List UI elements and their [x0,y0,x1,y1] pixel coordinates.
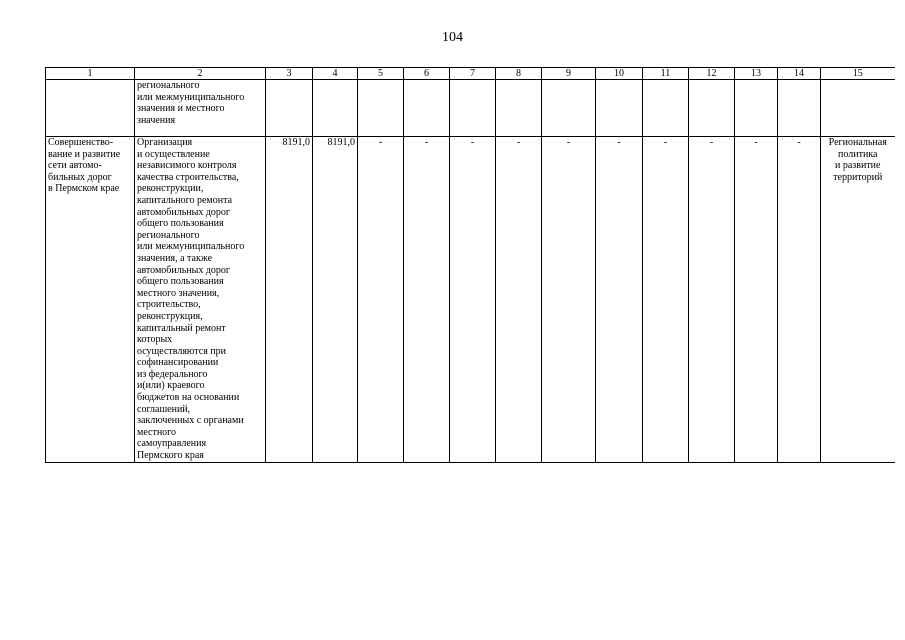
cell-empty [542,80,596,137]
header-cell-2: 2 [135,68,266,80]
cell-empty [596,80,643,137]
page-number: 104 [442,30,463,45]
header-cell-7: 7 [450,68,496,80]
header-row [46,68,895,80]
header-cell-9: 9 [542,68,596,80]
cell-measure-name: Организация и осуществление независимого контроля качества строительства, реконструкции, капитального ремонта автомобильных дорог общего пользования регионального или межмуниципального значения, а также автомобильных дорог общего пользования местного значения, строительство, реконструкция, капитальный ремонт которых осуществляются при софинансировании из федерального и(или) краевого бюджетов на основании соглашений, заключенных с органами местного самоуправления Пермского края [135,137,266,463]
cell-empty [313,80,358,137]
cell-measure-continued: регионального или межмуниципального значения и местного значения [135,80,266,137]
cell-col10-value: - [596,137,643,463]
cell-empty [689,80,735,137]
cell-col8-value: - [496,137,542,463]
cell-empty [450,80,496,137]
cell-col12-value: - [689,137,735,463]
cell-empty [821,80,895,137]
cell-empty [735,80,778,137]
budget-table [45,67,895,463]
cell-empty [404,80,450,137]
cell-empty [496,80,542,137]
header-cell-4: 4 [313,68,358,80]
cell-empty [358,80,404,137]
cell-col14-value: - [778,137,821,463]
header-cell-15: 15 [821,68,895,80]
cell-empty [46,80,135,137]
header-cell-6: 6 [404,68,450,80]
cell-empty [266,80,313,137]
header-cell-1: 1 [46,68,135,80]
cell-col5-value: - [358,137,404,463]
header-cell-13: 13 [735,68,778,80]
cell-empty [643,80,689,137]
cell-col7-value: - [450,137,496,463]
table-row-main [46,137,895,463]
header-cell-5: 5 [358,68,404,80]
cell-col6-value: - [404,137,450,463]
cell-task-name: Совершенство- вание и развитие сети автомо- бильных дорог в Пермском крае [46,137,135,463]
table-row-continued [46,80,895,137]
cell-responsible: Региональная политика и развитие территорий [821,137,895,463]
cell-col9-value: - [542,137,596,463]
cell-col3-value: 8191,0 [266,137,313,463]
cell-col4-value: 8191,0 [313,137,358,463]
header-cell-10: 10 [596,68,643,80]
header-cell-12: 12 [689,68,735,80]
header-cell-8: 8 [496,68,542,80]
header-cell-3: 3 [266,68,313,80]
cell-empty [778,80,821,137]
header-cell-11: 11 [643,68,689,80]
cell-col13-value: - [735,137,778,463]
cell-col11-value: - [643,137,689,463]
header-cell-14: 14 [778,68,821,80]
